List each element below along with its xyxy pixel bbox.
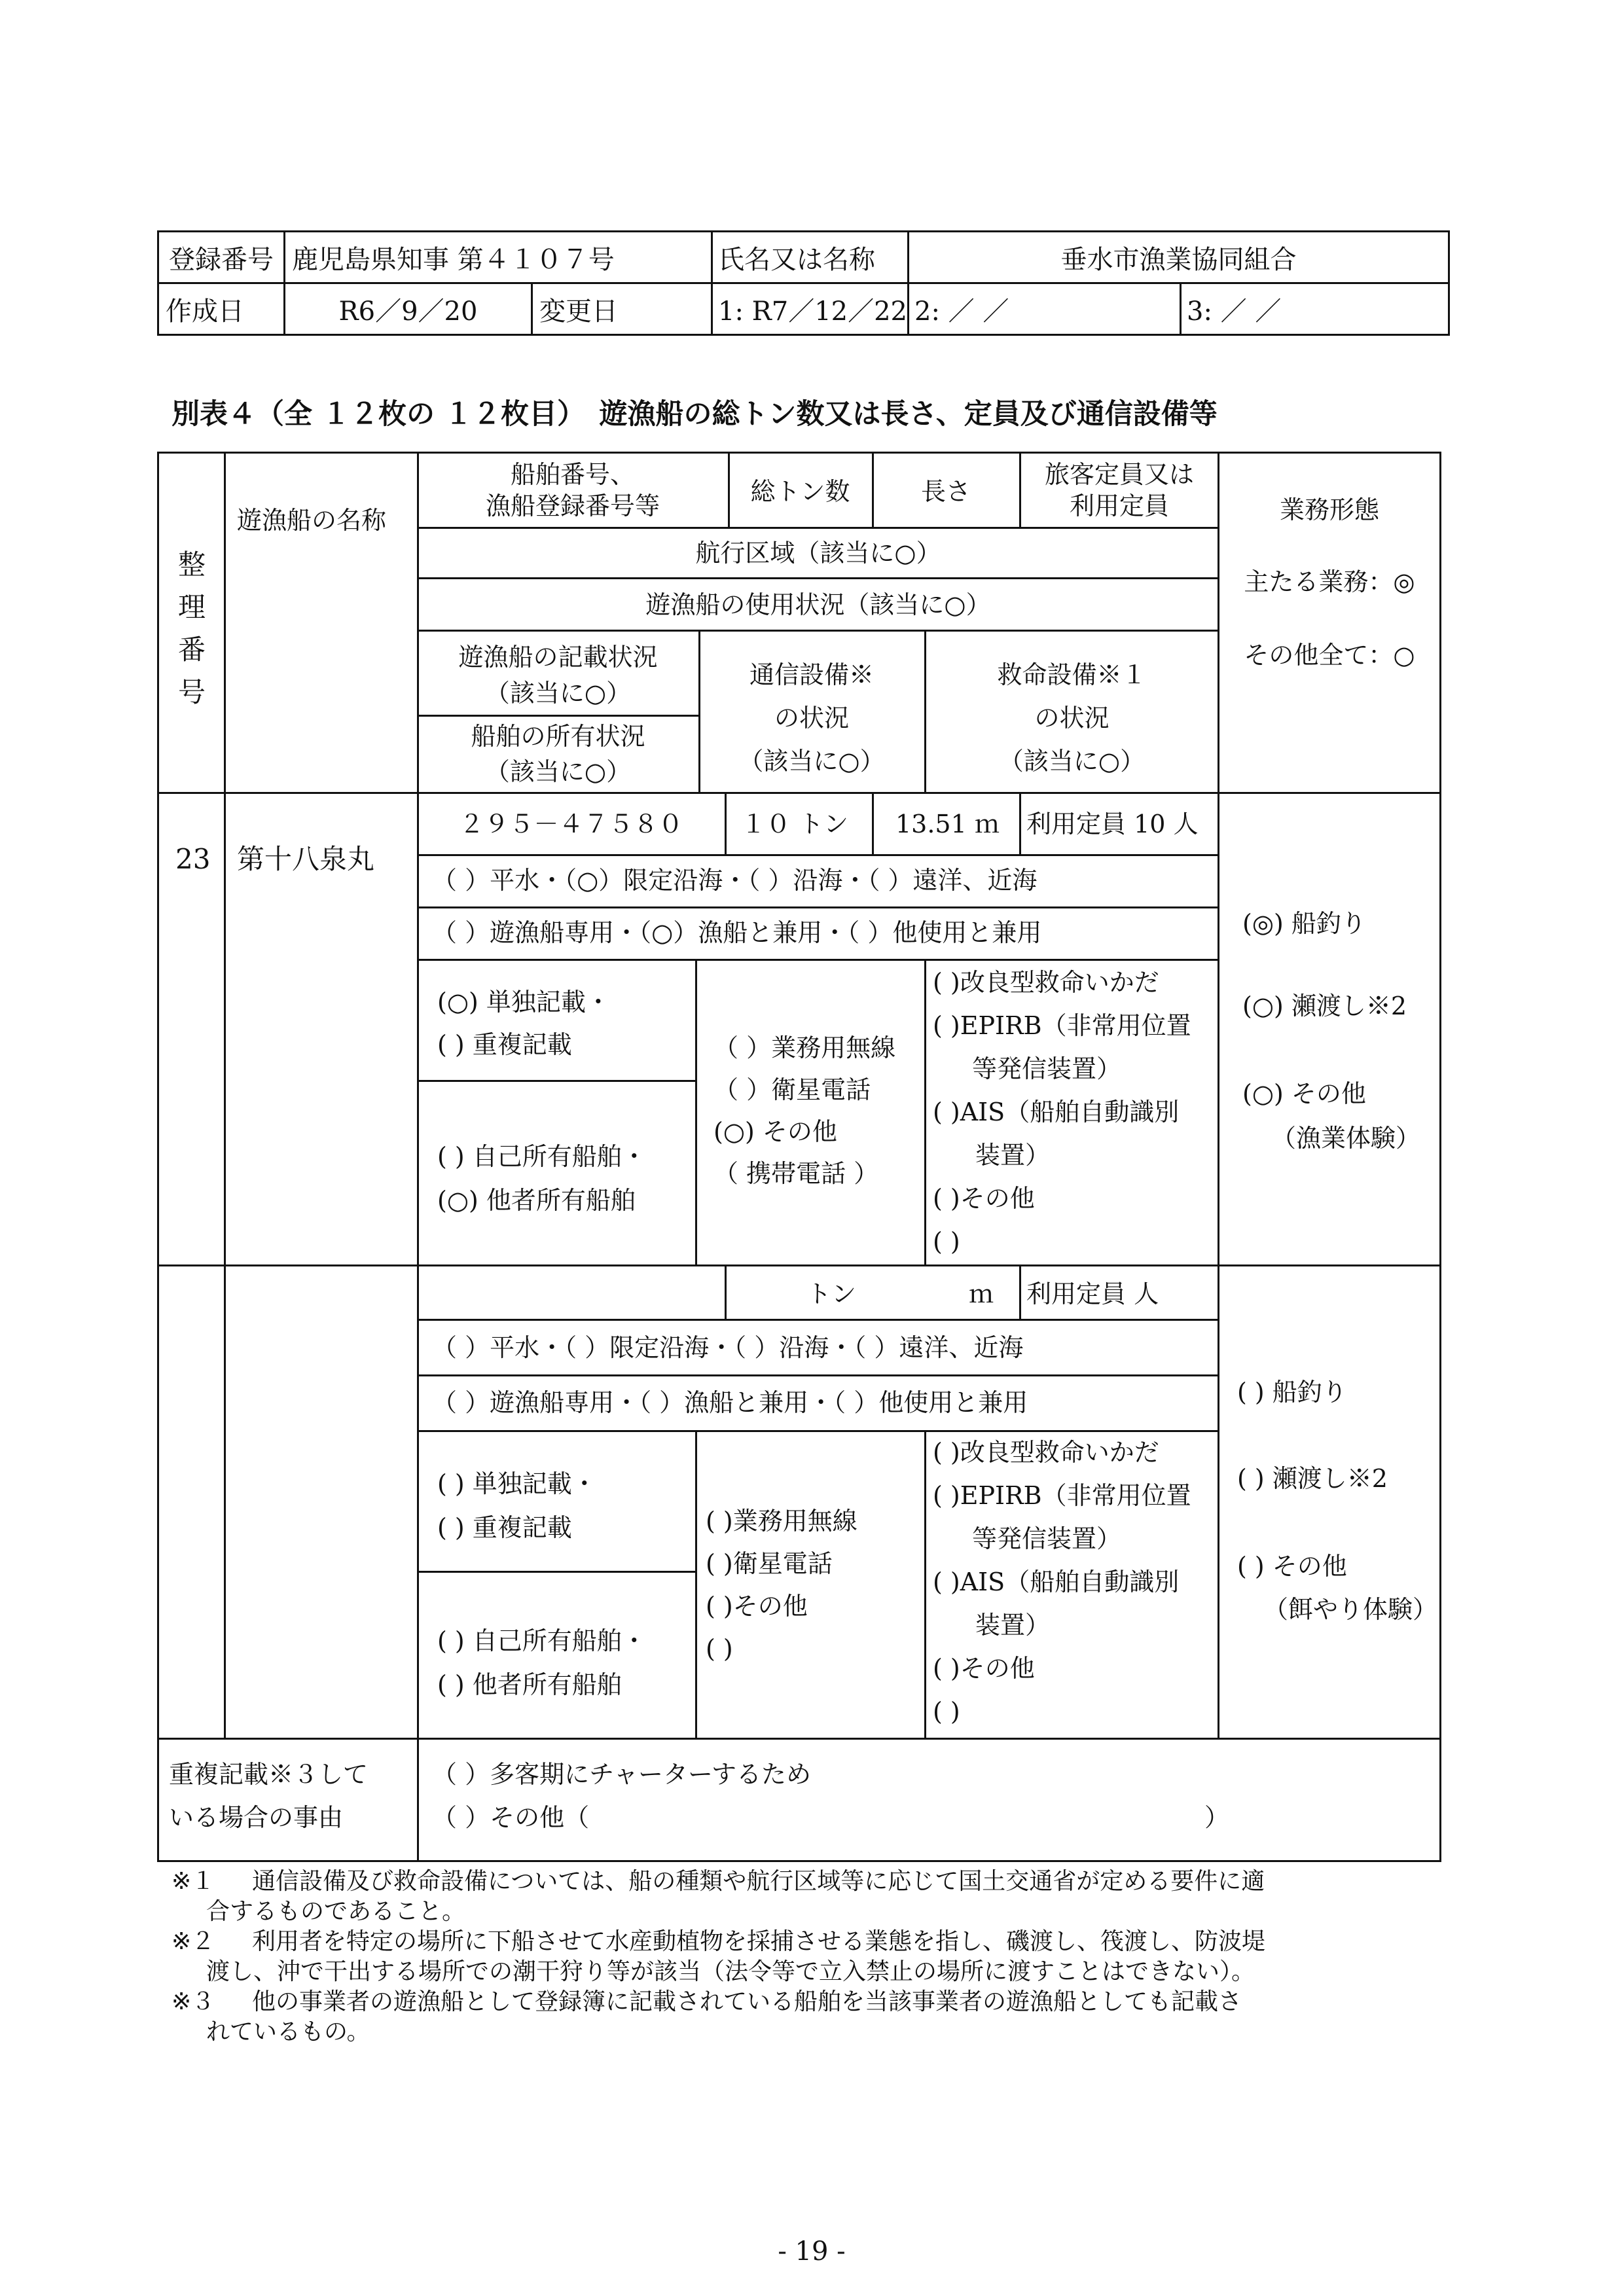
record-life-other: ( )その他 [933,1184,1035,1213]
created-label: 作成日 [158,283,285,335]
header-row-2 [158,283,1449,335]
record-own-ship: ( ) 自己所有船舶・ [437,1142,647,1171]
record-duplicate: ( ) 重複記載 [437,1030,572,1059]
page-number: - 19 - [778,2236,846,2267]
capacity-header-1: 旅客定員又は [1044,460,1194,489]
record-comm-satellite: （ ）衛星電話 [713,1075,871,1104]
record-business-fishing: (◎) 船釣り [1242,909,1366,938]
usage-status-header: 遊漁船の使用状況（該当に○） [645,590,991,619]
seq-no-header: 整 理 番 号 [178,548,206,709]
record-comm-radio: （ ）業務用無線 [713,1033,896,1062]
tonnage-header: 総トン数 [750,477,850,506]
record-single: ( ) 単独記載・ [437,1469,597,1498]
page-title: 別表４（全 １２枚の １２枚目） 遊漁船の総トン数又は長さ、定員及び通信設備等 [171,398,1218,431]
record-capacity: 利用定員 人 [1026,1280,1159,1308]
record-vessel-name: 第十八泉丸 [237,843,375,875]
record-life-ais-2: 装置） [975,1141,1051,1170]
note-2-line-2: 渡し、沖で干出する場所での潮干狩り等が該当（法令等で立入禁止の場所に渡すことはできない）。 [206,1958,1255,1985]
name-value: 垂水市漁業協同組合 [909,232,1449,283]
record-business-other-detail: （餌やり体験） [1263,1595,1438,1624]
record-life-epirb: ( )EPIRB（非常用位置 [933,1481,1191,1510]
record-business-fishing: ( ) 船釣り [1237,1378,1347,1407]
note-mark-2: ※２ [171,1928,215,1955]
record-life-epirb: ( )EPIRB（非常用位置 [933,1011,1191,1040]
record-single: (○) 単独記載・ [437,988,611,1016]
lifesaving-header-3: （該当に○） [998,747,1146,776]
duplicate-reason-label-2: いる場合の事由 [169,1803,344,1832]
record-life-other-detail: ( ) [933,1227,960,1256]
note-mark-1: ※１ [171,1868,215,1895]
record-status-header-1: 遊漁船の記載状況 [458,643,658,672]
duplicate-reason-other-close: ） [1204,1803,1230,1832]
change-date-2: 2: ／ ／ [909,283,1181,335]
record-other-ship: (○) 他者所有船舶 [437,1186,636,1215]
record-other-ship: ( ) 他者所有船舶 [437,1670,622,1699]
comm-header-2: の状況 [774,704,849,732]
record-ship-no: ２９５－４７５８０ [459,810,683,838]
record-duplicate: ( ) 重複記載 [437,1513,572,1542]
change-date-1: 1: R7／12／22 [712,283,909,335]
vessel-name-header: 遊漁船の名称 [237,506,387,535]
record-life-other: ( )その他 [933,1654,1035,1683]
record-navigation: （ ）平水・（ ）限定沿海・（ ）沿海・（ ）遠洋、近海 [432,1333,1024,1362]
note-2-line-1: 利用者を特定の場所に下船させて水産動植物を採捕させる業態を指し、磯渡し、筏渡し、防波堤 [252,1928,1266,1955]
length-header: 長さ [920,477,971,506]
registration-value: 鹿児島県知事 第４１０７号 [285,232,712,283]
record-life-raft: ( )改良型救命いかだ [933,968,1159,997]
record-comm-other: (○) その他 [713,1117,837,1146]
header-row-1 [158,232,1449,283]
record-own-ship: ( ) 自己所有船舶・ [437,1626,647,1655]
record-navigation: （ ）平水・（○）限定沿海・（ ）沿海・（ ）遠洋、近海 [432,866,1038,895]
ownership-header-1: 船舶の所有状況 [471,722,645,751]
record-life-ais-2: 装置） [975,1611,1051,1640]
note-mark-3: ※３ [171,1988,215,2015]
record-comm-satellite: ( )衛星電話 [706,1549,833,1578]
note-3-line-2: れているもの。 [206,2018,370,2045]
record-tonnage: トン [806,1280,857,1308]
ownership-header-2: （該当に○） [484,757,632,786]
record-life-raft: ( )改良型救命いかだ [933,1438,1159,1467]
record-life-ais: ( )AIS（船舶自動識別 [933,1568,1180,1596]
record-length: ｍ [969,1280,994,1308]
record-comm-other: ( )その他 [706,1592,808,1621]
capacity-header-2: 利用定員 [1069,492,1169,520]
record-tonnage: １０ トン [741,810,849,838]
record-business-seawatari: (○) 瀬渡し※2 [1242,992,1407,1020]
record-seq-no: 23 [175,843,211,875]
record-comm-other-detail: ( ) [706,1634,733,1663]
ship-no-header-2: 漁船登録番号等 [485,492,660,520]
name-label: 氏名又は名称 [712,232,909,283]
registration-label: 登録番号 [158,232,285,283]
duplicate-reason-charter: （ ）多客期にチャーターするため [432,1760,812,1789]
business-other-legend: その他全て：○ [1244,641,1415,670]
ship-no-header-1: 船舶番号、 [510,460,635,489]
record-life-epirb-2: 等発信装置） [972,1524,1122,1553]
record-comm-other-detail: （ 携帯電話 ） [713,1159,879,1188]
created-date: R6／9／20 [338,296,478,327]
record-life-epirb-2: 等発信装置） [972,1054,1122,1083]
changed-label: 変更日 [531,284,706,334]
record-usage: （ ）遊漁船専用・（○）漁船と兼用・（ ）他使用と兼用 [432,918,1042,947]
record-life-other-detail: ( ) [933,1697,960,1726]
record-business-other: ( ) その他 [1237,1552,1347,1581]
navigation-area-header: 航行区域（該当に○） [695,539,941,567]
business-main-legend: 主たる業務：◎ [1244,567,1415,596]
record-business-other: (○) その他 [1242,1079,1366,1108]
header-table [157,230,1450,336]
change-date-3: 3: ／ ／ [1181,283,1449,335]
note-3-line-1: 他の事業者の遊漁船として登録簿に記載されている船舶を当該事業者の遊漁船としても記載さ [252,1988,1242,2015]
record-business-other-detail: （漁業体験） [1271,1124,1421,1153]
duplicate-reason-label-1: 重複記載※３して [169,1760,369,1789]
record-length: 13.51 ｍ [895,810,1000,838]
note-1-line-2: 合するものであること。 [206,1898,466,1925]
record-life-ais: ( )AIS（船舶自動識別 [933,1098,1180,1126]
lifesaving-header-2: の状況 [1034,704,1110,732]
lifesaving-header-1: 救命設備※１ [997,660,1147,689]
business-header: 業務形態 [1279,495,1379,524]
record-status-header-2: （該当に○） [484,679,632,708]
comm-header-3: （該当に○） [738,747,885,776]
record-capacity: 利用定員 10 人 [1026,810,1199,838]
record-business-seawatari: ( ) 瀬渡し※2 [1237,1464,1388,1493]
note-1-line-1: 通信設備及び救命設備については、船の種類や航行区域等に応じて国土交通省が定める要件に適 [252,1868,1265,1895]
record-comm-radio: ( )業務用無線 [706,1507,857,1535]
duplicate-reason-other: （ ）その他（ [432,1803,590,1832]
comm-header-1: 通信設備※ [749,660,874,689]
record-usage: （ ）遊漁船専用・（ ）漁船と兼用・（ ）他使用と兼用 [432,1388,1028,1417]
